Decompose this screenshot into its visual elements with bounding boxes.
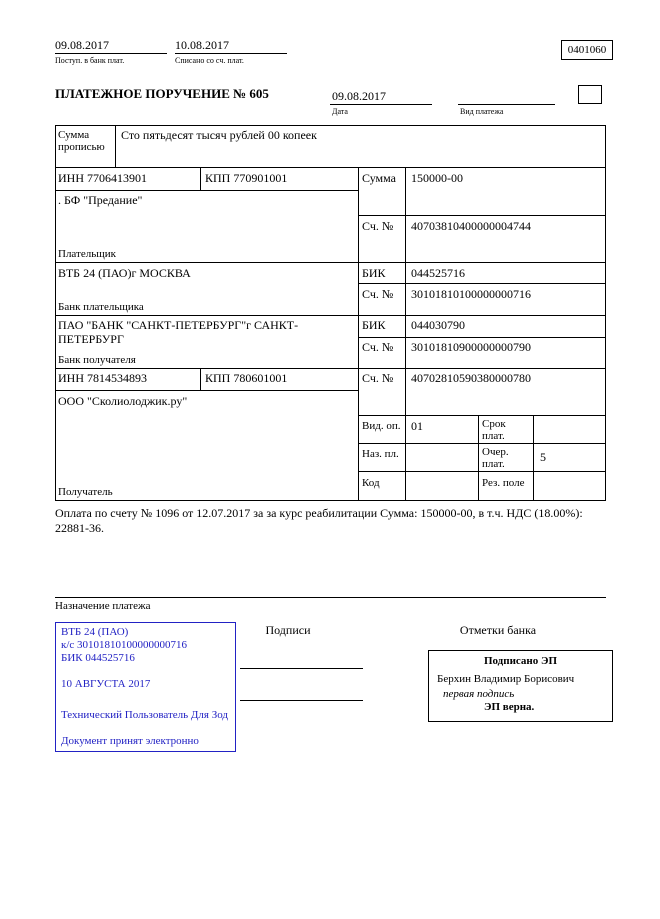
form-code-box: [561, 40, 613, 60]
srok-plat-label: Срок плат.: [482, 418, 506, 442]
table-border: [55, 167, 606, 168]
stamp-status: Документ принят электронно: [61, 735, 199, 747]
table-border: [55, 390, 358, 391]
table-border: [115, 125, 116, 167]
table-border: [200, 167, 201, 190]
purpose-text: Оплата по счету № 1096 от 12.07.2017 за за курс реабилитации Сумма: 150000-00, в т.ч. НДС (18.00%): 22881-36.: [55, 506, 583, 535]
bank-stamp: [55, 622, 236, 752]
table-border: [55, 500, 606, 501]
received-label: Поступ. в банк плат.: [55, 56, 125, 65]
table-border: [533, 415, 534, 500]
esign-box: [428, 650, 613, 722]
payee-name: ООО "Сколиолоджик.ру": [58, 394, 188, 408]
payer-bank-account-label: Сч. №: [362, 287, 394, 301]
stamp-date: 10 АВГУСТА 2017: [61, 678, 151, 690]
amount-words-label: Сумма прописью: [58, 129, 105, 153]
debited-date: 10.08.2017: [175, 38, 229, 52]
debited-label: Списано со сч. плат.: [175, 56, 244, 65]
table-border: [358, 337, 606, 338]
table-border: [200, 368, 201, 390]
underline: [175, 53, 287, 54]
esign-title: Подписано ЭП: [483, 655, 558, 667]
amount-label: Сумма: [362, 171, 396, 185]
payee-account-value: 40702810590380000780: [411, 371, 531, 385]
bank-marks-header: Отметки банка: [459, 623, 537, 637]
table-border: [55, 125, 606, 126]
table-border: [358, 283, 606, 284]
table-border: [405, 167, 406, 500]
esign-role: первая подпись: [443, 688, 515, 700]
payee-bank-account: 30101810900000000790: [411, 340, 531, 354]
table-border: [55, 190, 358, 191]
table-border: [478, 415, 479, 500]
underline: [55, 597, 606, 598]
table-border: [358, 167, 359, 500]
payer-bank-bik-label: БИК: [362, 266, 386, 280]
vid-op-label: Вид. оп.: [362, 420, 401, 432]
payer-bank-section-label: Банк плательщика: [58, 301, 144, 313]
table-border: [55, 315, 606, 316]
payer-bank-bik: 044525716: [411, 266, 465, 280]
kod-label: Код: [362, 477, 380, 489]
payee-account-label: Сч. №: [362, 371, 394, 385]
stamp-corr-account: к/с 30101810100000000716: [61, 639, 188, 651]
table-border: [358, 471, 606, 472]
doc-date: 09.08.2017: [332, 89, 386, 103]
amount-words-value: Сто пятьдесят тысяч рублей 00 копеек: [121, 128, 317, 142]
payee-bank-bik-label: БИК: [362, 318, 386, 332]
table-border: [55, 368, 606, 369]
purpose-label: Назначение платежа: [55, 600, 151, 612]
table-border: [605, 125, 606, 500]
payee-section-label: Получатель: [58, 486, 113, 498]
doc-title: ПЛАТЕЖНОЕ ПОРУЧЕНИЕ № 605: [55, 86, 269, 101]
table-border: [358, 215, 606, 216]
signatures-header: Подписи: [265, 623, 311, 637]
payee-inn: ИНН 7814534893: [58, 371, 147, 385]
signature-line: [240, 700, 363, 701]
payer-account-label: Сч. №: [362, 219, 394, 233]
payee-bank-name: ПАО "БАНК "САНКТ-ПЕТЕРБУРГ"г САНКТ-ПЕТЕРБУРГ: [58, 318, 299, 346]
received-date: 09.08.2017: [55, 38, 109, 52]
payer-bank-name: ВТБ 24 (ПАО)г МОСКВА: [58, 266, 191, 280]
esign-verified: ЭП верна.: [484, 701, 535, 713]
ocher-plat-label: Очер. плат.: [482, 446, 509, 470]
naz-pl-label: Наз. пл.: [362, 448, 399, 460]
payer-section-label: Плательщик: [58, 248, 116, 260]
signature-line: [240, 668, 363, 669]
payer-account-value: 40703810400000004744: [411, 219, 531, 233]
payee-bank-bik: 044030790: [411, 318, 465, 332]
payment-kind-box: [578, 85, 602, 104]
form-code: 0401060: [567, 44, 607, 56]
payer-bank-account: 30101810100000000716: [411, 287, 531, 301]
table-border: [55, 125, 56, 500]
table-border: [358, 443, 606, 444]
rez-pole-label: Рез. поле: [482, 477, 525, 489]
payer-inn: ИНН 7706413901: [58, 171, 147, 185]
stamp-user: Технический Пользователь Для Зод: [61, 709, 229, 721]
payee-bank-account-label: Сч. №: [362, 340, 394, 354]
underline: [330, 104, 432, 105]
stamp-bik: БИК 044525716: [61, 652, 135, 664]
payment-kind-label: Вид платежа: [460, 107, 504, 116]
stamp-bank-name: ВТБ 24 (ПАО): [61, 626, 129, 638]
table-border: [358, 415, 606, 416]
esign-name: Берхин Владимир Борисович: [437, 673, 575, 685]
payee-bank-section-label: Банк получателя: [58, 354, 136, 366]
underline: [55, 53, 167, 54]
vid-op-value: 01: [411, 419, 423, 433]
table-border: [55, 262, 606, 263]
ocher-plat-value: 5: [540, 450, 546, 464]
amount-value: 150000-00: [411, 171, 463, 185]
underline: [458, 104, 555, 105]
payer-kpp: КПП 770901001: [205, 171, 288, 185]
doc-date-label: Дата: [332, 107, 348, 116]
payee-kpp: КПП 780601001: [205, 371, 288, 385]
payer-name: . БФ "Предание": [58, 193, 143, 207]
